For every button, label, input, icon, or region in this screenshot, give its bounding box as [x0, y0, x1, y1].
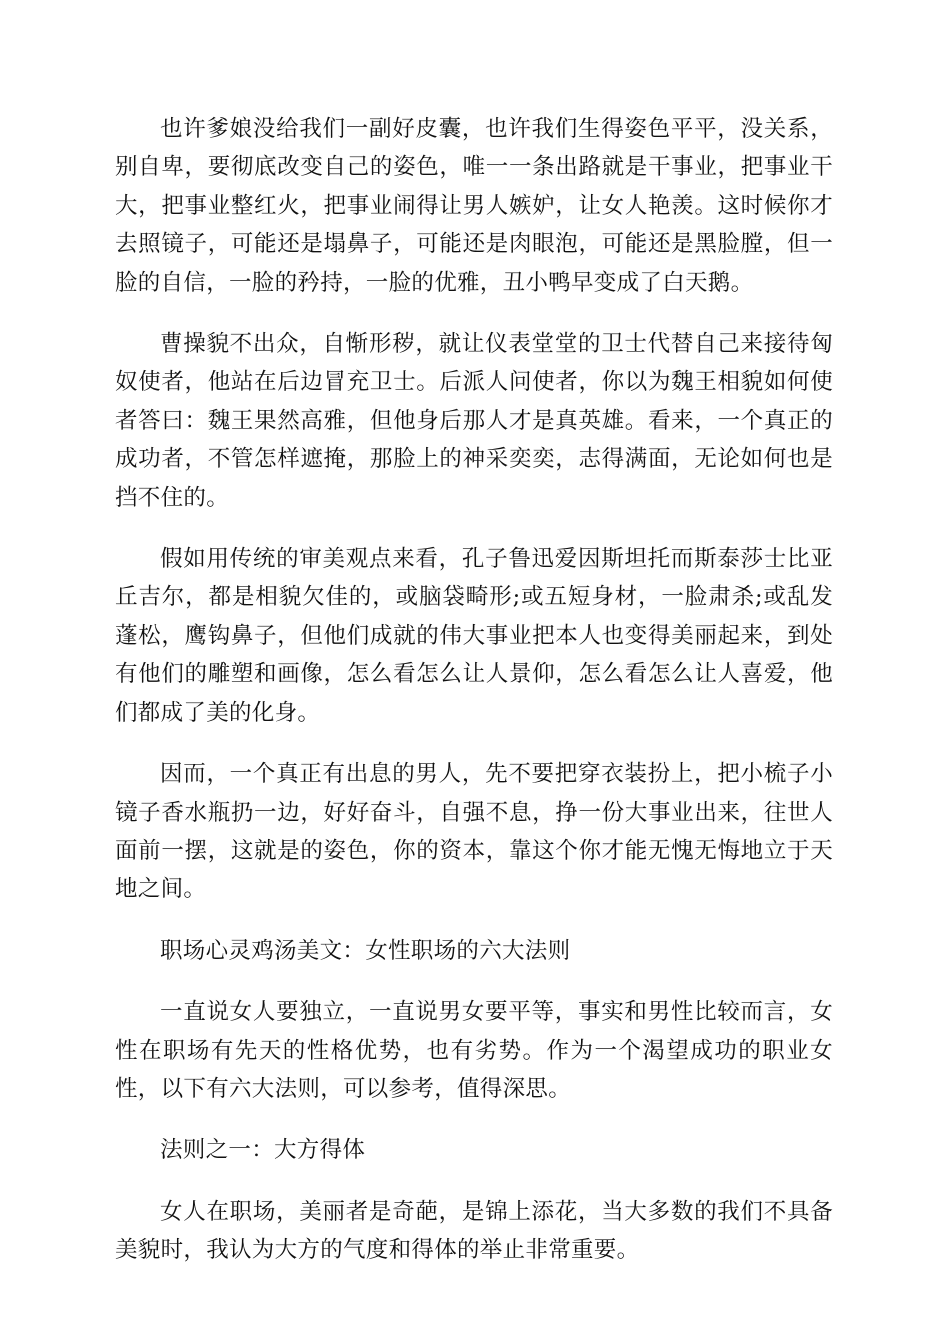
document-body — [115, 110, 833, 1270]
paragraph-3: 假如用传统的审美观点来看，孔子鲁迅爱因斯坦托而斯泰莎士比亚丘吉尔，都是相貌欠佳的，或脑袋畸形;或五短身材，一脸肃杀;或乱发蓬松，鹰钩鼻子，但他们成就的伟大事业把本人也变得美丽起来，到处有他们的雕塑和画像，怎么看怎么让人景仰，怎么看怎么让人喜爱，他们都成了美的化身。 — [115, 546, 833, 726]
paragraph-5: 一直说女人要独立，一直说男女要平等，事实和男性比较而言，女性在职场有先天的性格优势，也有劣势。作为一个渴望成功的职业女性，以下有六大法则，可以参考，值得深思。 — [115, 999, 833, 1102]
paragraph-6: 女人在职场，美丽者是奇葩，是锦上添花，当大多数的我们不具备美貌时，我认为大方的气度和得体的举止非常重要。 — [115, 1198, 833, 1264]
section-heading: 职场心灵鸡汤美文：女性职场的六大法则 — [160, 937, 571, 964]
paragraph-1: 也许爹娘没给我们一副好皮囊，也许我们生得姿色平平，没关系，别自卑，要彻底改变自己的姿色，唯一一条出路就是干事业，把事业干大，把事业整红火，把事业闹得让男人嫉妒，让女人艳羡。这时候你才去照镜子，可能还是塌鼻子，可能还是肉眼泡，可能还是黑脸膛，但一脸的自信，一脸的矜持，一脸的优雅，丑小鸭早变成了白天鹅。 — [115, 116, 833, 296]
paragraph-4: 因而，一个真正有出息的男人，先不要把穿衣装扮上，把小梳子小镜子香水瓶扔一边，好好奋斗，自强不息，挣一份大事业出来，往世人面前一摆，这就是的姿色，你的资本，靠这个你才能无愧无悔地立于天地之间。 — [115, 761, 833, 903]
paragraph-2: 曹操貌不出众，自惭形秽，就让仪表堂堂的卫士代替自己来接待匈奴使者，他站在后边冒充卫士。后派人问使者，你以为魏王相貌如何使者答曰：魏王果然高雅，但他身后那人才是真英雄。看来，一个真正的成功者，不管怎样遮掩，那脸上的神采奕奕，志得满面，无论如何也是挡不住的。 — [115, 331, 833, 511]
rule-heading: 法则之一：大方得体 — [160, 1137, 366, 1164]
